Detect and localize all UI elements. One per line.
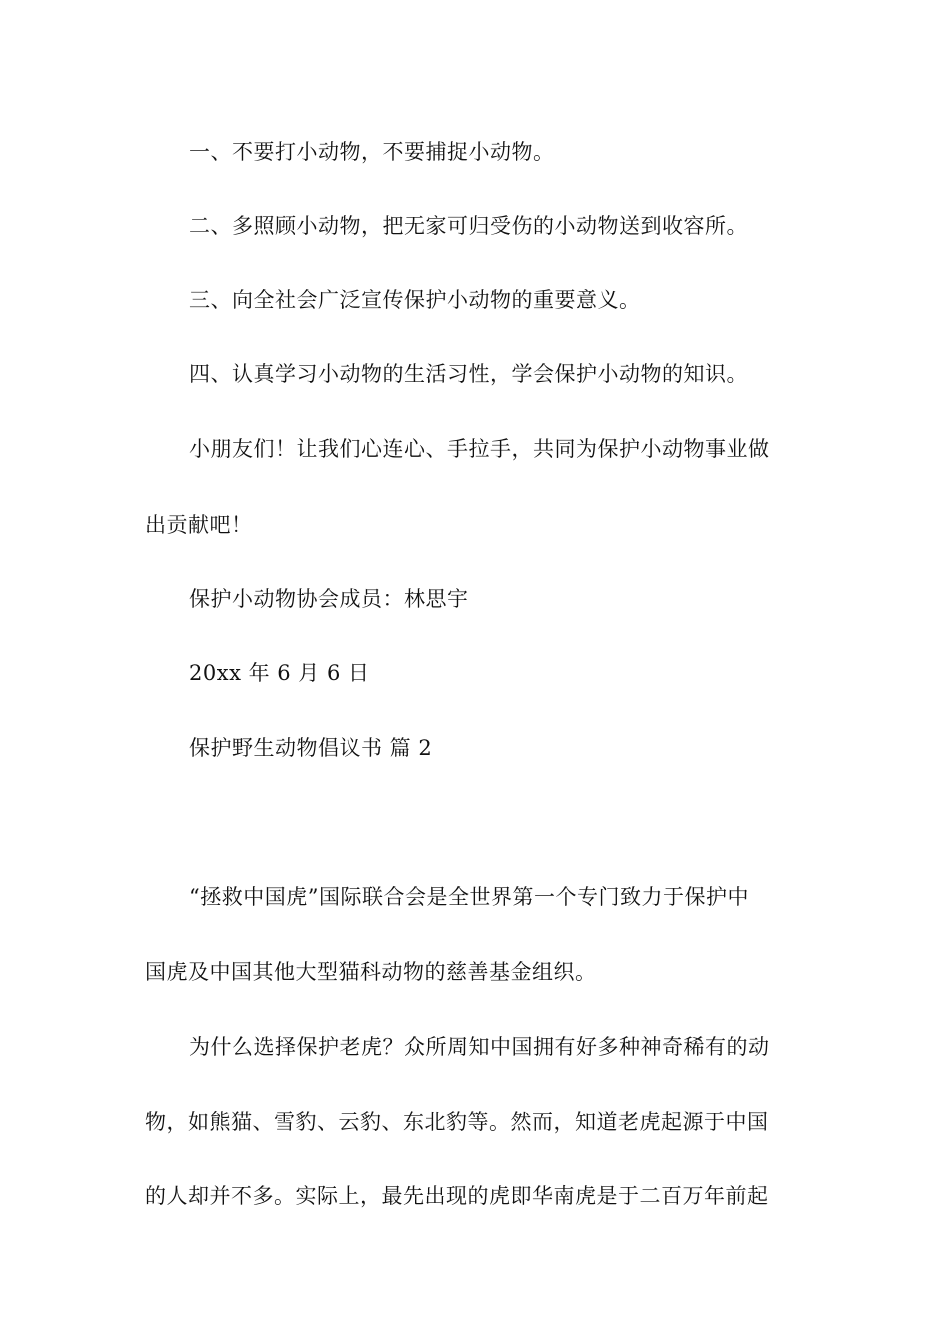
paragraph-1-line-2: 国虎及中国其他大型猫科动物的慈善基金组织。: [145, 960, 597, 984]
list-item-3: 三、向全社会广泛宣传保护小动物的重要意义。: [189, 288, 641, 312]
section-title: 保护野生动物倡议书 篇 2: [189, 736, 433, 760]
list-item-4: 四、认真学习小动物的生活习性，学会保护小动物的知识。: [189, 362, 748, 386]
list-item-1: 一、不要打小动物，不要捕捉小动物。: [189, 140, 555, 164]
appeal-line-2: 出贡献吧！: [145, 513, 253, 537]
signature: 保护小动物协会成员：林思宇: [189, 587, 469, 611]
paragraph-2-line-1: 为什么选择保护老虎？众所周知中国拥有好多种神奇稀有的动: [189, 1035, 770, 1059]
appeal-line-1: 小朋友们！让我们心连心、手拉手，共同为保护小动物事业做: [189, 437, 770, 461]
paragraph-2-line-3: 的人却并不多。实际上，最先出现的虎即华南虎是于二百万年前起: [145, 1184, 769, 1208]
date: 20xx 年 6 月 6 日: [189, 661, 370, 685]
paragraph-2-line-2: 物，如熊猫、雪豹、云豹、东北豹等。然而，知道老虎起源于中国: [145, 1110, 769, 1134]
list-item-2: 二、多照顾小动物，把无家可归受伤的小动物送到收容所。: [189, 214, 748, 238]
paragraph-1-line-1: “拯救中国虎”国际联合会是全世界第一个专门致力于保护中: [189, 885, 749, 909]
